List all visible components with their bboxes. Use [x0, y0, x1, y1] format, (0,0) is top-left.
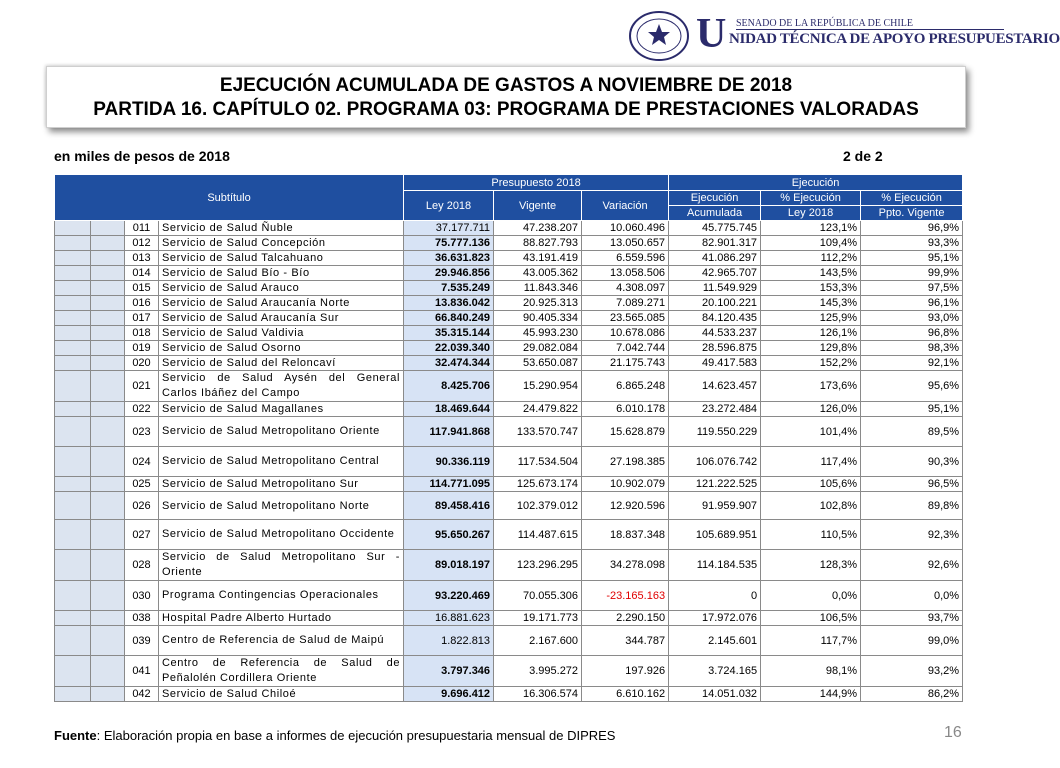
header-acumulada: Acumulada — [669, 206, 761, 221]
cell-ejecucion: 3.724.165 — [669, 656, 761, 687]
cell-blank-2 — [91, 266, 125, 281]
cell-ejecucion: 14.051.032 — [669, 687, 761, 702]
cell-ley: 22.039.340 — [404, 341, 494, 356]
header-ejecucion: Ejecución — [669, 191, 761, 206]
cell-name: Servicio de Salud Concepción — [159, 236, 404, 251]
cell-code: 030 — [125, 581, 159, 611]
cell-vigente: 102.379.012 — [494, 492, 582, 520]
cell-pct-ley: 126,1% — [761, 326, 861, 341]
cell-code: 011 — [125, 221, 159, 236]
table-row — [55, 417, 963, 447]
cell-pct-ley: 105,6% — [761, 477, 861, 492]
cell-vigente: 90.405.334 — [494, 311, 582, 326]
cell-vigente: 47.238.207 — [494, 221, 582, 236]
cell-name: Servicio de Salud Metropolitano Norte — [159, 492, 404, 520]
cell-ley: 8.425.706 — [404, 371, 494, 402]
cell-ley: 117.941.868 — [404, 417, 494, 447]
cell-variacion: 13.058.506 — [582, 266, 669, 281]
cell-pct-vigente: 93,2% — [861, 656, 963, 687]
page-of-label: 2 de 2 — [843, 148, 883, 164]
cell-ley: 36.631.823 — [404, 251, 494, 266]
cell-variacion: 6.559.596 — [582, 251, 669, 266]
cell-name: Servicio de Salud Chiloé — [159, 687, 404, 702]
cell-ley: 90.336.119 — [404, 447, 494, 477]
cell-ley: 114.771.095 — [404, 477, 494, 492]
cell-pct-ley: 152,2% — [761, 356, 861, 371]
header-vigente: Vigente — [494, 191, 582, 221]
cell-name: Servicio de Salud Araucanía Norte — [159, 296, 404, 311]
cell-pct-vigente: 99,9% — [861, 266, 963, 281]
table-row — [55, 550, 963, 581]
cell-code: 042 — [125, 687, 159, 702]
table-row — [55, 581, 963, 611]
cell-name: Servicio de Salud del Reloncaví — [159, 356, 404, 371]
cell-pct-ley: 110,5% — [761, 520, 861, 550]
cell-ejecucion: 119.550.229 — [669, 417, 761, 447]
cell-pct-vigente: 97,5% — [861, 281, 963, 296]
table-row — [55, 611, 963, 626]
table-body — [55, 221, 963, 702]
cell-name: Hospital Padre Alberto Hurtado — [159, 611, 404, 626]
cell-pct-ley: 102,8% — [761, 492, 861, 520]
table-row — [55, 221, 963, 236]
cell-ejecucion: 17.972.076 — [669, 611, 761, 626]
table-row — [55, 402, 963, 417]
cell-code: 016 — [125, 296, 159, 311]
header-pct-vig-1: % Ejecución — [861, 191, 963, 206]
cell-code: 041 — [125, 656, 159, 687]
cell-ley: 66.840.249 — [404, 311, 494, 326]
cell-code: 015 — [125, 281, 159, 296]
cell-blank-2 — [91, 581, 125, 611]
cell-ejecucion: 49.417.583 — [669, 356, 761, 371]
table-row — [55, 341, 963, 356]
cell-code: 020 — [125, 356, 159, 371]
logo-main-text: NIDAD TÉCNICA DE APOYO PRESUPUESTARIO — [729, 31, 1060, 47]
cell-ley: 1.822.813 — [404, 626, 494, 656]
cell-ejecucion: 14.623.457 — [669, 371, 761, 402]
cell-ejecucion: 121.222.525 — [669, 477, 761, 492]
cell-blank-1 — [55, 581, 91, 611]
page-number: 16 — [944, 724, 962, 741]
cell-pct-vigente: 98,3% — [861, 341, 963, 356]
logo-top-text: SENADO DE LA REPÚBLICA DE CHILE — [736, 18, 913, 29]
cell-blank-1 — [55, 402, 91, 417]
cell-pct-vigente: 90,3% — [861, 447, 963, 477]
footer-source — [54, 728, 615, 743]
cell-blank-1 — [55, 356, 91, 371]
senate-logo — [628, 10, 1060, 62]
cell-pct-vigente: 93,0% — [861, 311, 963, 326]
cell-name: Servicio de Salud Metropolitano Oriente — [159, 417, 404, 447]
cell-pct-ley: 129,8% — [761, 341, 861, 356]
cell-vigente: 2.167.600 — [494, 626, 582, 656]
cell-vigente: 125.673.174 — [494, 477, 582, 492]
cell-variacion: 7.089.271 — [582, 296, 669, 311]
cell-blank-2 — [91, 477, 125, 492]
table-row — [55, 477, 963, 492]
header-pct-vig-2: Ppto. Vigente — [861, 206, 963, 221]
cell-name: Servicio de Salud Aysén del General Carlos Ibáñez del Campo — [159, 371, 404, 402]
cell-name: Centro de Referencia de Salud de Maipú — [159, 626, 404, 656]
cell-vigente: 29.082.084 — [494, 341, 582, 356]
header-ejecucion-group: Ejecución — [669, 175, 963, 191]
cell-ley: 95.650.267 — [404, 520, 494, 550]
cell-name: Servicio de Salud Metropolitano Occidente — [159, 520, 404, 550]
cell-ejecucion: 11.549.929 — [669, 281, 761, 296]
cell-ley: 75.777.136 — [404, 236, 494, 251]
cell-code: 026 — [125, 492, 159, 520]
cell-pct-vigente: 92,6% — [861, 550, 963, 581]
cell-pct-vigente: 95,1% — [861, 251, 963, 266]
cell-blank-2 — [91, 550, 125, 581]
cell-pct-vigente: 99,0% — [861, 626, 963, 656]
cell-name: Servicio de Salud Bío - Bío — [159, 266, 404, 281]
table-row — [55, 687, 963, 702]
cell-blank-1 — [55, 477, 91, 492]
cell-ejecucion: 82.901.317 — [669, 236, 761, 251]
cell-ley: 35.315.144 — [404, 326, 494, 341]
cell-pct-vigente: 86,2% — [861, 687, 963, 702]
cell-blank-1 — [55, 447, 91, 477]
footer-text: : Elaboración propia en base a informes de ejecución presupuestaria mensual de DIPRES — [96, 728, 616, 743]
cell-ley: 89.018.197 — [404, 550, 494, 581]
cell-ejecucion: 91.959.907 — [669, 492, 761, 520]
cell-blank-1 — [55, 492, 91, 520]
cell-blank-2 — [91, 341, 125, 356]
cell-code: 024 — [125, 447, 159, 477]
table-row — [55, 371, 963, 402]
header-pct-ley-1: % Ejecución — [761, 191, 861, 206]
cell-code: 017 — [125, 311, 159, 326]
cell-variacion: 10.678.086 — [582, 326, 669, 341]
cell-variacion: 27.198.385 — [582, 447, 669, 477]
cell-ejecucion: 84.120.435 — [669, 311, 761, 326]
cell-vigente: 114.487.615 — [494, 520, 582, 550]
header-variacion: Variación — [582, 191, 669, 221]
cell-name: Servicio de Salud Magallanes — [159, 402, 404, 417]
cell-variacion: 4.308.097 — [582, 281, 669, 296]
cell-vigente: 15.290.954 — [494, 371, 582, 402]
cell-blank-2 — [91, 447, 125, 477]
cell-blank-1 — [55, 266, 91, 281]
table-row — [55, 311, 963, 326]
title-line-1: EJECUCIÓN ACUMULADA DE GASTOS A NOVIEMBRE DE 2018 — [219, 75, 793, 96]
cell-blank-1 — [55, 520, 91, 550]
cell-name: Programa Contingencias Operacionales — [159, 581, 404, 611]
senate-seal-icon — [628, 10, 690, 62]
cell-vigente: 88.827.793 — [494, 236, 582, 251]
cell-variacion: 34.278.098 — [582, 550, 669, 581]
cell-vigente: 117.534.504 — [494, 447, 582, 477]
cell-pct-vigente: 96,1% — [861, 296, 963, 311]
cell-pct-ley: 0,0% — [761, 581, 861, 611]
cell-vigente: 43.005.362 — [494, 266, 582, 281]
cell-blank-1 — [55, 296, 91, 311]
cell-blank-2 — [91, 687, 125, 702]
cell-ejecucion: 41.086.297 — [669, 251, 761, 266]
cell-blank-2 — [91, 251, 125, 266]
cell-variacion: 2.290.150 — [582, 611, 669, 626]
cell-pct-vigente: 93,3% — [861, 236, 963, 251]
cell-pct-ley: 109,4% — [761, 236, 861, 251]
cell-blank-1 — [55, 656, 91, 687]
cell-pct-ley: 153,3% — [761, 281, 861, 296]
cell-vigente: 53.650.087 — [494, 356, 582, 371]
cell-ejecucion: 0 — [669, 581, 761, 611]
cell-ley: 16.881.623 — [404, 611, 494, 626]
cell-code: 027 — [125, 520, 159, 550]
cell-variacion: 7.042.744 — [582, 341, 669, 356]
logo-rule — [736, 29, 1004, 30]
cell-vigente: 70.055.306 — [494, 581, 582, 611]
cell-vigente: 3.995.272 — [494, 656, 582, 687]
cell-blank-2 — [91, 626, 125, 656]
cell-pct-ley: 145,3% — [761, 296, 861, 311]
cell-code: 023 — [125, 417, 159, 447]
cell-variacion: 15.628.879 — [582, 417, 669, 447]
cell-vigente: 123.296.295 — [494, 550, 582, 581]
cell-pct-vigente: 89,8% — [861, 492, 963, 520]
cell-ley: 7.535.249 — [404, 281, 494, 296]
table-row — [55, 266, 963, 281]
cell-name: Servicio de Salud Araucanía Sur — [159, 311, 404, 326]
cell-ejecucion: 105.689.951 — [669, 520, 761, 550]
cell-variacion: 6.610.162 — [582, 687, 669, 702]
cell-blank-2 — [91, 402, 125, 417]
cell-variacion: 18.837.348 — [582, 520, 669, 550]
header-ley: Ley 2018 — [404, 191, 494, 221]
cell-ley: 9.696.412 — [404, 687, 494, 702]
cell-pct-ley: 98,1% — [761, 656, 861, 687]
cell-code: 028 — [125, 550, 159, 581]
cell-blank-1 — [55, 687, 91, 702]
cell-pct-ley: 112,2% — [761, 251, 861, 266]
cell-code: 025 — [125, 477, 159, 492]
cell-blank-1 — [55, 236, 91, 251]
cell-name: Servicio de Salud Metropolitano Sur — [159, 477, 404, 492]
cell-pct-vigente: 96,9% — [861, 221, 963, 236]
logo-letter: U — [696, 11, 727, 57]
cell-code: 039 — [125, 626, 159, 656]
cell-blank-2 — [91, 236, 125, 251]
cell-ejecucion: 106.076.742 — [669, 447, 761, 477]
cell-variacion: 21.175.743 — [582, 356, 669, 371]
cell-code: 038 — [125, 611, 159, 626]
cell-pct-vigente: 96,8% — [861, 326, 963, 341]
cell-blank-2 — [91, 311, 125, 326]
cell-pct-ley: 144,9% — [761, 687, 861, 702]
units-label: en miles de pesos de 2018 — [54, 148, 230, 164]
cell-blank-2 — [91, 417, 125, 447]
footer-label: Fuente — [54, 728, 97, 743]
cell-blank-1 — [55, 341, 91, 356]
cell-blank-2 — [91, 656, 125, 687]
table-row — [55, 326, 963, 341]
cell-blank-1 — [55, 371, 91, 402]
cell-code: 019 — [125, 341, 159, 356]
table-row — [55, 251, 963, 266]
cell-blank-1 — [55, 311, 91, 326]
cell-ley: 3.797.346 — [404, 656, 494, 687]
cell-pct-ley: 143,5% — [761, 266, 861, 281]
cell-blank-2 — [91, 520, 125, 550]
cell-blank-2 — [91, 326, 125, 341]
cell-pct-ley: 125,9% — [761, 311, 861, 326]
cell-name: Servicio de Salud Arauco — [159, 281, 404, 296]
cell-code: 014 — [125, 266, 159, 281]
table-row — [55, 281, 963, 296]
cell-ley: 32.474.344 — [404, 356, 494, 371]
cell-blank-1 — [55, 281, 91, 296]
cell-pct-ley: 106,5% — [761, 611, 861, 626]
cell-blank-2 — [91, 296, 125, 311]
cell-pct-vigente: 92,3% — [861, 520, 963, 550]
cell-ley: 18.469.644 — [404, 402, 494, 417]
cell-ejecucion: 28.596.875 — [669, 341, 761, 356]
cell-name: Centro de Referencia de Salud de Peñalolén Cordillera Oriente — [159, 656, 404, 687]
header-presupuesto: Presupuesto 2018 — [404, 175, 669, 191]
cell-variacion: 12.920.596 — [582, 492, 669, 520]
cell-pct-ley: 117,4% — [761, 447, 861, 477]
cell-variacion: -23.165.163 — [582, 581, 669, 611]
cell-ejecucion: 2.145.601 — [669, 626, 761, 656]
table-row — [55, 236, 963, 251]
cell-pct-vigente: 93,7% — [861, 611, 963, 626]
cell-vigente: 45.993.230 — [494, 326, 582, 341]
cell-pct-ley: 126,0% — [761, 402, 861, 417]
cell-vigente: 133.570.747 — [494, 417, 582, 447]
title-box — [46, 66, 966, 128]
cell-blank-1 — [55, 221, 91, 236]
cell-code: 018 — [125, 326, 159, 341]
header-subtitulo: Subtítulo — [55, 175, 404, 221]
cell-blank-1 — [55, 326, 91, 341]
cell-pct-vigente: 92,1% — [861, 356, 963, 371]
table-row — [55, 447, 963, 477]
cell-name: Servicio de Salud Osorno — [159, 341, 404, 356]
cell-ley: 13.836.042 — [404, 296, 494, 311]
cell-blank-2 — [91, 221, 125, 236]
cell-ley: 29.946.856 — [404, 266, 494, 281]
cell-ejecucion: 45.775.745 — [669, 221, 761, 236]
cell-pct-vigente: 96,5% — [861, 477, 963, 492]
cell-blank-1 — [55, 626, 91, 656]
table-row — [55, 626, 963, 656]
cell-vigente: 16.306.574 — [494, 687, 582, 702]
cell-ley: 89.458.416 — [404, 492, 494, 520]
cell-variacion: 197.926 — [582, 656, 669, 687]
cell-variacion: 10.060.496 — [582, 221, 669, 236]
cell-name: Servicio de Salud Ñuble — [159, 221, 404, 236]
cell-code: 013 — [125, 251, 159, 266]
cell-pct-ley: 128,3% — [761, 550, 861, 581]
table-row — [55, 520, 963, 550]
cell-name: Servicio de Salud Metropolitano Central — [159, 447, 404, 477]
cell-code: 012 — [125, 236, 159, 251]
cell-pct-vigente: 95,1% — [861, 402, 963, 417]
cell-pct-ley: 123,1% — [761, 221, 861, 236]
cell-blank-1 — [55, 550, 91, 581]
table-row — [55, 356, 963, 371]
cell-pct-ley: 101,4% — [761, 417, 861, 447]
cell-ejecucion: 114.184.535 — [669, 550, 761, 581]
table-row — [55, 492, 963, 520]
title-line-2: PARTIDA 16. CAPÍTULO 02. PROGRAMA 03: PROGRAMA DE PRESTACIONES VALORADAS — [93, 99, 919, 120]
cell-name: Servicio de Salud Valdivia — [159, 326, 404, 341]
cell-vigente: 11.843.346 — [494, 281, 582, 296]
cell-blank-1 — [55, 417, 91, 447]
cell-pct-ley: 173,6% — [761, 371, 861, 402]
cell-ejecucion: 44.533.237 — [669, 326, 761, 341]
cell-variacion: 13.050.657 — [582, 236, 669, 251]
cell-pct-vigente: 89,5% — [861, 417, 963, 447]
cell-variacion: 6.865.248 — [582, 371, 669, 402]
cell-code: 022 — [125, 402, 159, 417]
table-row — [55, 656, 963, 687]
cell-ley: 37.177.711 — [404, 221, 494, 236]
cell-vigente: 43.191.419 — [494, 251, 582, 266]
cell-blank-1 — [55, 251, 91, 266]
cell-blank-2 — [91, 371, 125, 402]
cell-vigente: 20.925.313 — [494, 296, 582, 311]
cell-name: Servicio de Salud Metropolitano Sur - Oriente — [159, 550, 404, 581]
header-pct-ley-2: Ley 2018 — [761, 206, 861, 221]
cell-pct-ley: 117,7% — [761, 626, 861, 656]
cell-ejecucion: 20.100.221 — [669, 296, 761, 311]
cell-vigente: 24.479.822 — [494, 402, 582, 417]
cell-blank-1 — [55, 611, 91, 626]
table-row — [55, 296, 963, 311]
cell-blank-2 — [91, 281, 125, 296]
cell-variacion: 6.010.178 — [582, 402, 669, 417]
cell-ejecucion: 42.965.707 — [669, 266, 761, 281]
cell-code: 021 — [125, 371, 159, 402]
cell-variacion: 23.565.085 — [582, 311, 669, 326]
budget-table — [54, 174, 962, 702]
cell-ejecucion: 23.272.484 — [669, 402, 761, 417]
cell-name: Servicio de Salud Talcahuano — [159, 251, 404, 266]
cell-pct-vigente: 0,0% — [861, 581, 963, 611]
cell-variacion: 10.902.079 — [582, 477, 669, 492]
cell-pct-vigente: 95,6% — [861, 371, 963, 402]
cell-blank-2 — [91, 611, 125, 626]
cell-vigente: 19.171.773 — [494, 611, 582, 626]
cell-blank-2 — [91, 356, 125, 371]
cell-ley: 93.220.469 — [404, 581, 494, 611]
cell-variacion: 344.787 — [582, 626, 669, 656]
cell-blank-2 — [91, 492, 125, 520]
